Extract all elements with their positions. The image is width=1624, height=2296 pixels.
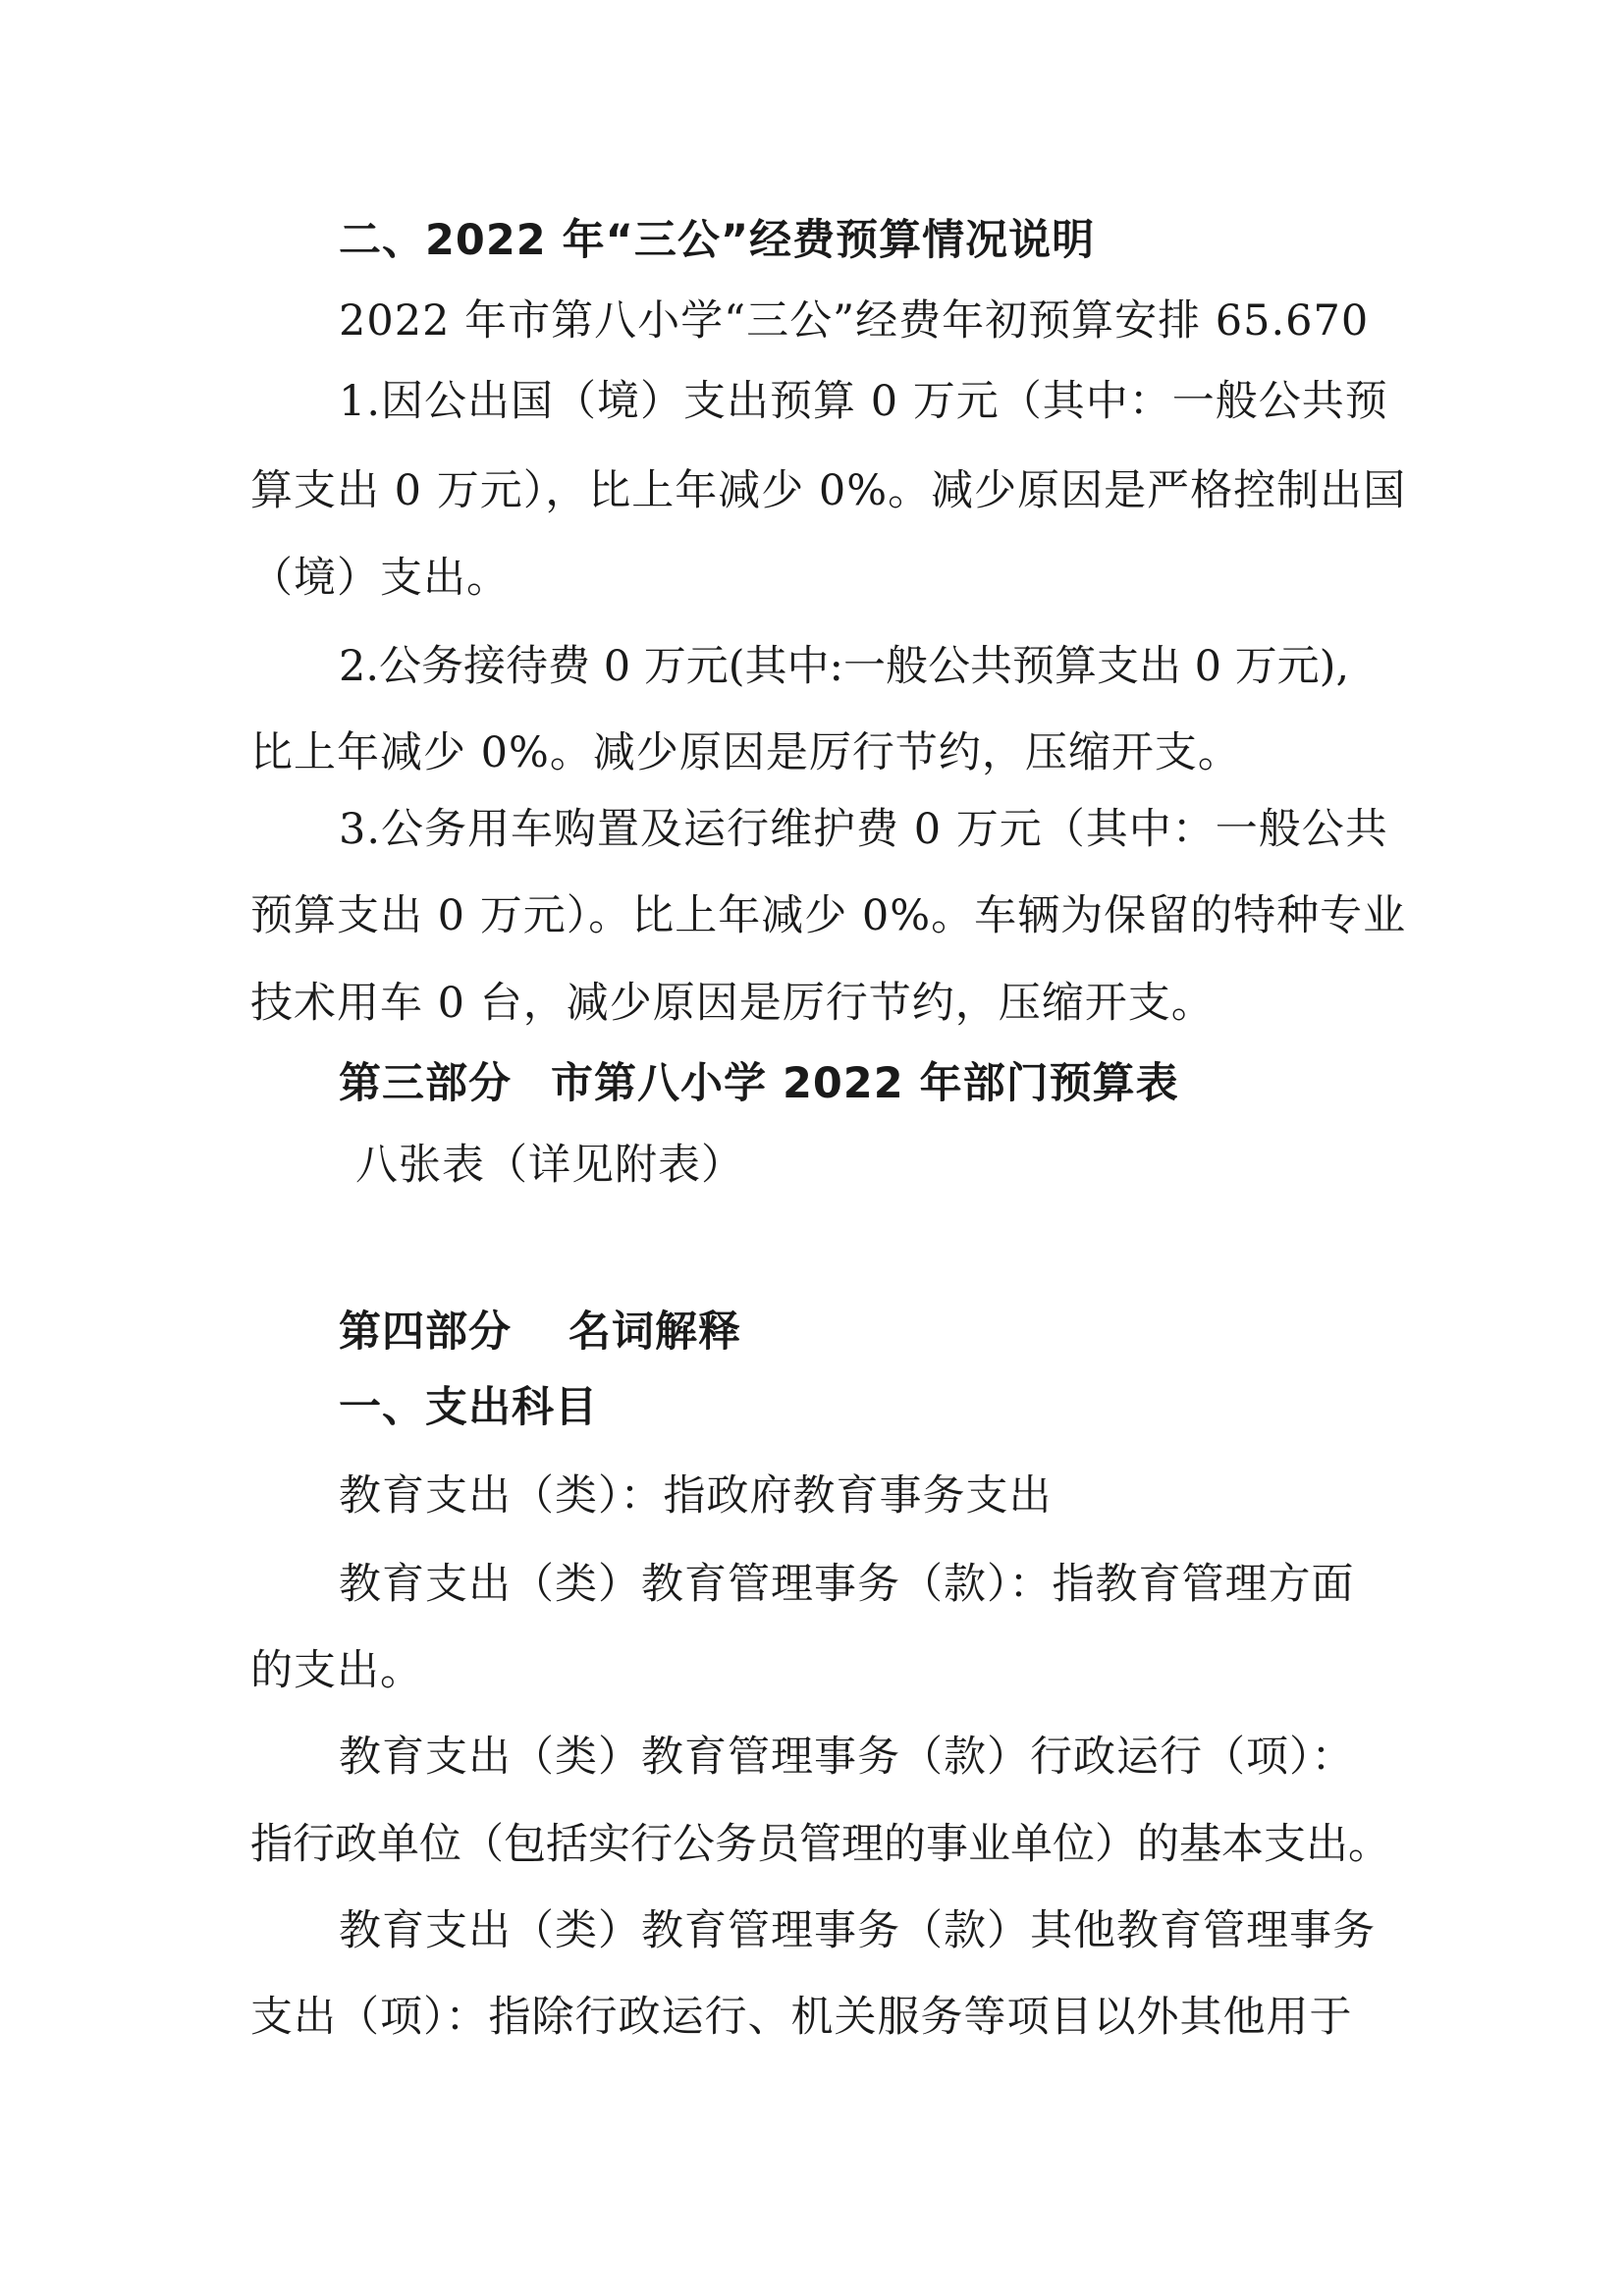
definition-1: 教育支出（类）：指政府教育事务支出 — [339, 1471, 1053, 1521]
intro-line: 2022 年市第八小学“三公”经费年初预算安排 65.670 — [339, 296, 1370, 346]
subsection-one-heading: 一、支出科目 — [339, 1383, 598, 1432]
item3-line2: 预算支出 0 万元）。比上年减少 0%。车辆为保留的特种专业 — [250, 891, 1407, 940]
definition-4-line1: 教育支出（类）教育管理事务（款）其他教育管理事务 — [339, 1906, 1376, 1955]
item1-line3: （境）支出。 — [250, 554, 510, 603]
item1-line2: 算支出 0 万元），比上年减少 0%。减少原因是严格控制出国 — [250, 466, 1407, 515]
definition-2-line2: 的支出。 — [250, 1646, 423, 1695]
part-four-title: 名词解释 — [568, 1308, 741, 1357]
definition-3-line1: 教育支出（类）教育管理事务（款）行政运行（项）： — [339, 1733, 1355, 1782]
item3-line1: 3.公务用车购置及运行维护费 0 万元（其中：一般公共 — [339, 805, 1388, 854]
item1-line1: 1.因公出国（境）支出预算 0 万元（其中：一般公共预 — [339, 377, 1388, 426]
tables-note: 八张表（详见附表） — [355, 1141, 744, 1190]
part-four-heading — [339, 1306, 741, 1359]
definition-3-line2: 指行政单位（包括实行公务员管理的事业单位）的基本支出。 — [250, 1820, 1390, 1869]
item3-line3: 技术用车 0 台，减少原因是厉行节约，压缩开支。 — [250, 979, 1215, 1028]
item2-line2: 比上年减少 0%。减少原因是厉行节约，压缩开支。 — [250, 728, 1241, 777]
part-three-title: 市第八小学 2022 年部门预算表 — [551, 1059, 1179, 1108]
part-three-heading — [339, 1057, 1179, 1110]
part-three-label: 第三部分 — [339, 1059, 512, 1108]
part-four-label: 第四部分 — [339, 1308, 512, 1357]
definition-2-line1: 教育支出（类）教育管理事务（款）：指教育管理方面 — [339, 1560, 1355, 1609]
item2-line1: 2.公务接待费 0 万元(其中:一般公共预算支出 0 万元), — [339, 642, 1350, 691]
section-two-heading: 二、2022 年“三公”经费预算情况说明 — [339, 216, 1096, 265]
definition-4-line2: 支出（项）：指除行政运行、机关服务等项目以外其他用于 — [250, 1993, 1353, 2042]
